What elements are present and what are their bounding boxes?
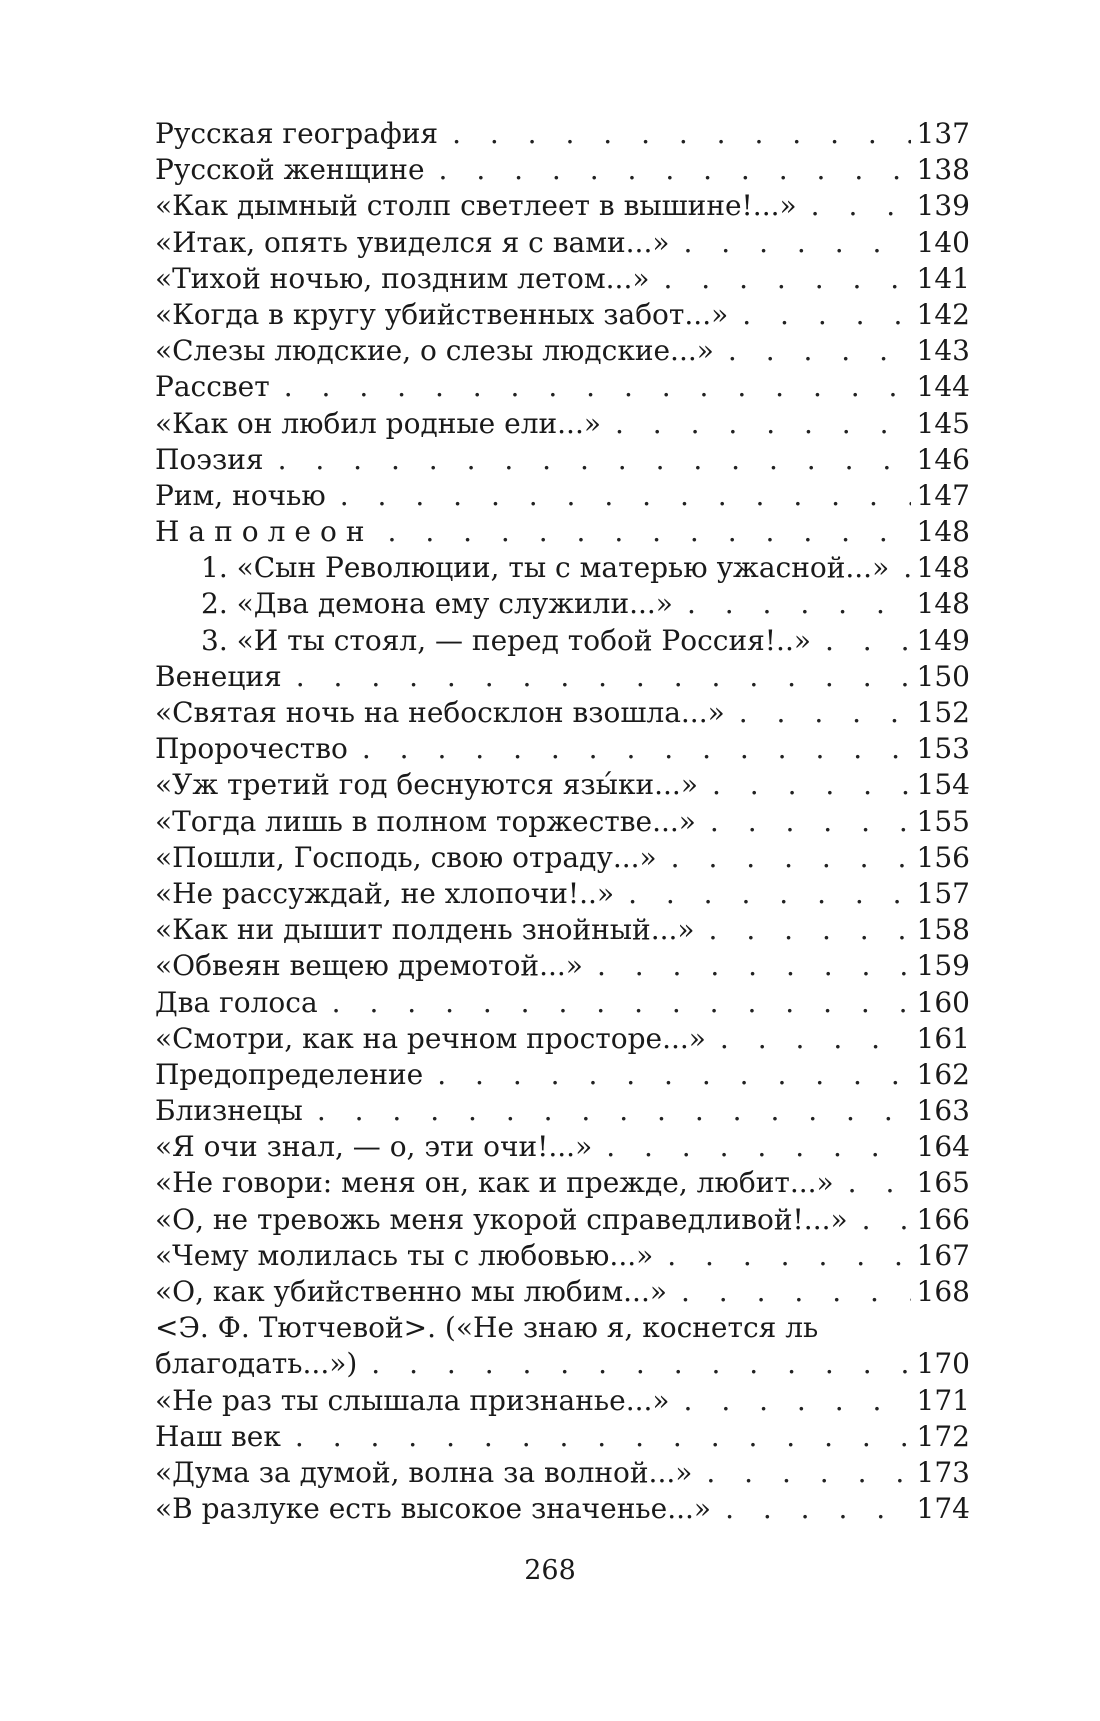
- leader-dots: [739, 695, 911, 731]
- leader-dots: [439, 152, 911, 188]
- toc-title: Предопределение: [155, 1057, 424, 1091]
- toc-page: 139: [916, 189, 970, 223]
- toc-title: «Святая ночь на небосклон взошла...»: [155, 696, 725, 729]
- toc-page: 137: [916, 117, 970, 150]
- toc-page: 160: [916, 985, 970, 1019]
- toc-title: Пророчество: [155, 732, 348, 766]
- toc-page: 150: [916, 659, 970, 693]
- toc-entry: [155, 1383, 970, 1419]
- toc-title: «О, как убийственно мы любим...»: [155, 1275, 667, 1308]
- toc-entry: [155, 406, 970, 442]
- toc-entry: [155, 333, 970, 369]
- toc-title: «Уж третий год беснуются язы́ки...»: [155, 768, 698, 802]
- toc-entry: [155, 876, 970, 912]
- toc-title: «Пошли, Господь, свою отраду...»: [155, 840, 657, 874]
- toc-page: 144: [916, 370, 970, 404]
- leader-dots: [597, 948, 911, 984]
- toc-entry: [155, 1238, 970, 1274]
- toc-page: 140: [916, 225, 970, 259]
- toc-title: «Слезы людские, о слезы людские...»: [155, 334, 714, 368]
- toc-entry: [155, 731, 970, 767]
- toc-title: «О, не тревожь меня укорой справедливой!...»: [155, 1202, 848, 1236]
- leader-dots: [862, 1202, 911, 1238]
- leader-dots: [437, 1057, 910, 1093]
- toc-page: 173: [916, 1455, 970, 1489]
- toc-title: Русской женщине: [155, 153, 425, 187]
- leader-dots: [671, 840, 911, 876]
- toc-title: «Тихой ночью, поздним летом...»: [155, 261, 650, 295]
- toc-title: «Чему молилась ты с любовью...»: [155, 1238, 654, 1272]
- leader-dots: [683, 225, 910, 261]
- leader-dots: [848, 1165, 911, 1201]
- toc-page: 174: [916, 1492, 970, 1526]
- toc-page: 146: [916, 442, 970, 476]
- toc-title: Рим, ночью: [155, 478, 326, 512]
- toc-entry: [155, 948, 970, 984]
- toc-page: 161: [916, 1021, 970, 1055]
- toc-page: 158: [916, 913, 970, 947]
- leader-dots: [725, 1491, 910, 1527]
- toc-page: 164: [916, 1130, 970, 1164]
- toc-title: «Как ни дышит полдень знойный...»: [155, 913, 695, 947]
- toc-page: 166: [916, 1202, 970, 1236]
- toc-page: 162: [916, 1057, 970, 1091]
- leader-dots: [388, 514, 911, 550]
- toc-subentry: [155, 586, 970, 622]
- leader-dots: [709, 912, 911, 948]
- leader-dots: [728, 333, 911, 369]
- toc-entry: [155, 1165, 970, 1201]
- leader-dots: [284, 369, 911, 405]
- toc-entry: [155, 1491, 970, 1527]
- toc-page: 167: [916, 1238, 970, 1272]
- toc-page: 157: [916, 876, 970, 910]
- leader-dots: [332, 985, 911, 1021]
- leader-dots: [667, 1238, 910, 1274]
- leader-dots: [706, 1455, 910, 1491]
- leader-dots: [371, 1346, 910, 1382]
- leader-dots: [710, 804, 911, 840]
- toc-entry: [155, 1419, 970, 1455]
- toc-entry: [155, 912, 970, 948]
- toc-entry: [155, 514, 970, 550]
- toc-entry: [155, 1129, 970, 1165]
- toc-entry: [155, 1274, 970, 1310]
- toc-title: Близнецы: [155, 1094, 303, 1128]
- toc-entry: [155, 1202, 970, 1238]
- toc-entry: [155, 695, 970, 731]
- toc-page: 155: [916, 804, 970, 838]
- toc-page: 170: [916, 1347, 970, 1381]
- leader-dots: [452, 116, 910, 152]
- toc-page: 159: [916, 949, 970, 983]
- toc-subentry: [155, 550, 970, 586]
- toc-title: «Я очи знал, — о, эти очи!...»: [155, 1130, 593, 1164]
- toc-page: 148: [916, 515, 970, 549]
- toc-title: «Обвеян вещею дремотой...»: [155, 949, 583, 983]
- leader-dots: [712, 767, 911, 803]
- toc-title: Два голоса: [155, 985, 318, 1019]
- toc-title: Наш век: [155, 1419, 281, 1453]
- toc-page: 142: [916, 297, 970, 331]
- toc-entry: [155, 1346, 970, 1382]
- toc-page: 152: [916, 696, 970, 729]
- toc-page: 172: [916, 1419, 970, 1453]
- leader-dots: [663, 261, 910, 297]
- leader-dots: [681, 1274, 911, 1310]
- toc-entry: [155, 297, 970, 333]
- toc-title: Рассвет: [155, 370, 270, 404]
- table-of-contents: [155, 116, 970, 1527]
- toc-title: «Итак, опять увиделся я с вами...»: [155, 225, 670, 259]
- toc-title: «Не рассуждай, не хлопочи!..»: [155, 876, 615, 910]
- toc-entry: [155, 659, 970, 695]
- toc-entry: [155, 261, 970, 297]
- toc-page: 148: [916, 587, 970, 621]
- toc-entry: [155, 369, 970, 405]
- toc-title: благодать...»): [155, 1347, 358, 1381]
- toc-title: <Э. Ф. Тютчевой>. («Не знаю я, коснется ль: [155, 1311, 819, 1345]
- toc-entry: [155, 840, 970, 876]
- leader-dots: [606, 1129, 910, 1165]
- toc-entry: [155, 1093, 970, 1129]
- toc-entry: [155, 985, 970, 1021]
- leader-dots: [825, 623, 911, 659]
- leader-dots: [340, 478, 911, 514]
- toc-title: Русская география: [155, 117, 439, 150]
- toc-title: Наполеон: [155, 515, 374, 549]
- toc-page: 141: [916, 261, 970, 295]
- leader-dots: [628, 876, 910, 912]
- toc-title: «Не раз ты слышала признанье...»: [155, 1383, 670, 1417]
- toc-page: 165: [916, 1166, 970, 1200]
- leader-dots: [811, 188, 911, 224]
- toc-page: 156: [916, 840, 970, 874]
- toc-subentry: [155, 623, 970, 659]
- toc-page: 149: [916, 623, 970, 657]
- toc-entry: [155, 188, 970, 224]
- leader-dots: [615, 406, 911, 442]
- toc-entry: [155, 225, 970, 261]
- leader-dots: [687, 586, 911, 622]
- toc-title: «В разлуке есть высокое значенье...»: [155, 1492, 712, 1526]
- leader-dots: [295, 1419, 911, 1455]
- toc-page: 143: [916, 334, 970, 368]
- leader-dots: [317, 1093, 911, 1129]
- toc-entry: [155, 1021, 970, 1057]
- toc-title: «Когда в кругу убийственных забот...»: [155, 297, 729, 331]
- toc-page: 163: [916, 1094, 970, 1128]
- toc-title: 3. «И ты стоял, — перед тобой Россия!..»: [201, 623, 811, 657]
- toc-page: 138: [916, 153, 970, 187]
- toc-title: 1. «Сын Революции, ты с матерью ужасной...»: [201, 551, 890, 585]
- toc-page: 145: [916, 406, 970, 440]
- toc-entry: [155, 767, 970, 803]
- toc-title: «Не говори: меня он, как и прежде, любит...»: [155, 1166, 834, 1200]
- toc-title: «Дума за думой, волна за волной...»: [155, 1455, 693, 1489]
- leader-dots: [684, 1383, 911, 1419]
- toc-page: 153: [916, 732, 970, 766]
- toc-title: Венеция: [155, 659, 282, 693]
- toc-entry: [155, 1310, 970, 1346]
- toc-page: 171: [916, 1383, 970, 1417]
- leader-dots: [720, 1021, 911, 1057]
- leader-dots: [903, 550, 910, 586]
- toc-title: Поэзия: [155, 442, 264, 476]
- toc-entry: [155, 1455, 970, 1491]
- leader-dots: [362, 731, 911, 767]
- leader-dots: [278, 442, 911, 478]
- toc-title: «Как он любил родные ели...»: [155, 406, 601, 440]
- toc-entry: [155, 442, 970, 478]
- leader-dots: [742, 297, 910, 333]
- toc-page: 147: [916, 478, 970, 512]
- leader-dots: [296, 659, 911, 695]
- toc-page: 168: [916, 1275, 970, 1308]
- toc-entry: [155, 1057, 970, 1093]
- toc-page: 154: [916, 768, 970, 802]
- toc-entry: [155, 116, 970, 152]
- toc-title: «Тогда лишь в полном торжестве...»: [155, 804, 696, 838]
- toc-title: «Как дымный столп светлеет в вышине!...»: [155, 189, 797, 223]
- toc-entry: [155, 478, 970, 514]
- toc-title: «Смотри, как на речном просторе...»: [155, 1021, 706, 1055]
- toc-page: 148: [916, 551, 970, 585]
- toc-title: 2. «Два демона ему служили...»: [201, 587, 673, 621]
- toc-entry: [155, 152, 970, 188]
- toc-entry: [155, 804, 970, 840]
- page-number: 268: [524, 1555, 576, 1586]
